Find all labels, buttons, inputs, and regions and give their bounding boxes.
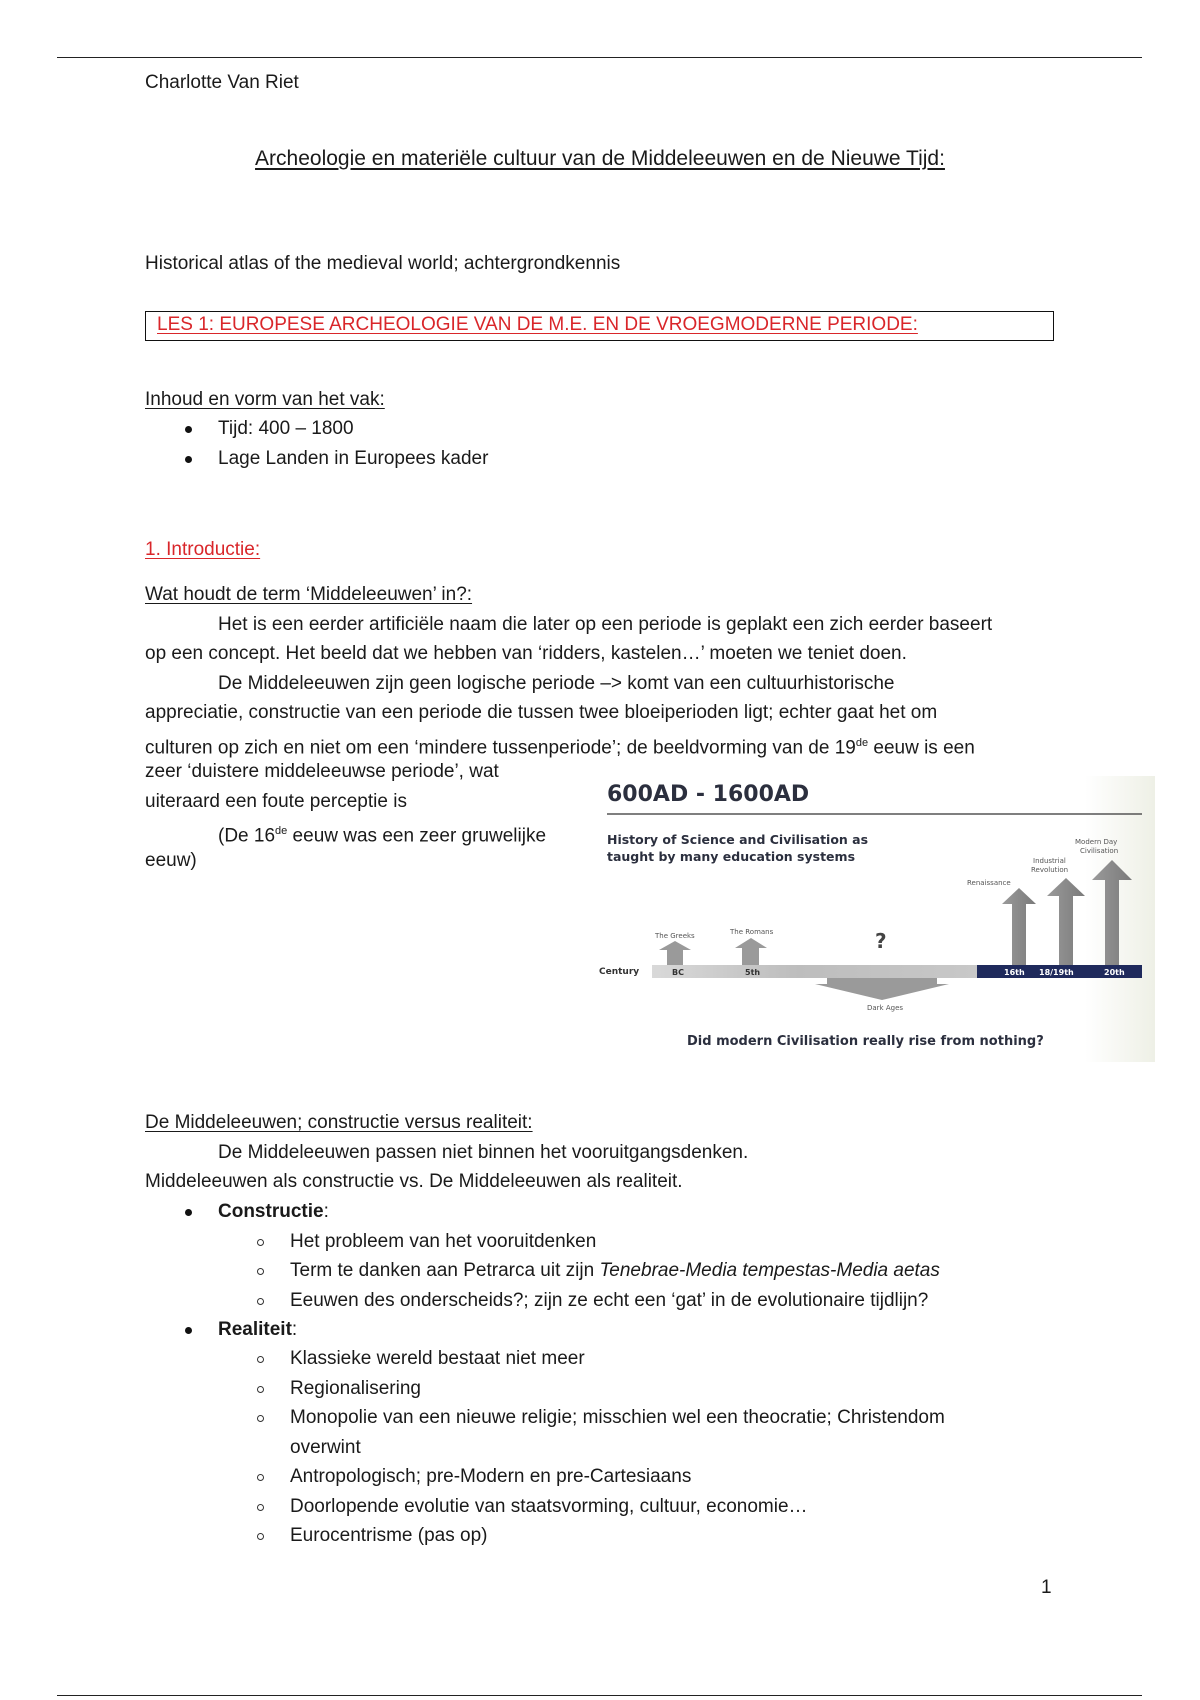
figure-subtitle-line-2: taught by many education systems: [607, 849, 856, 864]
paragraph-line: De Middeleeuwen passen niet binnen het vooruitgangsdenken.: [218, 1142, 749, 1163]
constructie-bullet: Constructie:: [218, 1201, 329, 1222]
constructie-item: Eeuwen des onderscheids?; zijn ze echt een ‘gat’ in de evolutionaire tijdlijn?: [290, 1290, 929, 1311]
lesson-heading: LES 1: EUROPESE ARCHEOLOGIE VAN DE M.E. EN DE VROEGMODERNE PERIODE:: [157, 314, 918, 335]
page-number: 1: [1041, 1577, 1052, 1598]
lesson-heading-box: [145, 311, 1054, 341]
industrial-revolution-arrow: [1047, 878, 1085, 966]
realiteit-item: Regionalisering: [290, 1378, 421, 1399]
romans-arrow: [735, 938, 767, 966]
subheading-middeleeuwen: Wat houdt de term ‘Middeleeuwen’ in?:: [145, 584, 473, 605]
realiteit-bullet: Realiteit:: [218, 1319, 298, 1340]
realiteit-item: Eurocentrisme (pas op): [290, 1525, 488, 1546]
paragraph-line: De Middeleeuwen zijn geen logische periode –> komt van een cultuurhistorische: [218, 673, 895, 694]
realiteit-item: Doorlopende evolutie van staatsvorming, cultuur, economie…: [290, 1496, 808, 1517]
sub-bullet-circle: [257, 1504, 264, 1511]
bullet-dot: [185, 426, 192, 433]
author-name: Charlotte Van Riet: [145, 72, 299, 93]
renaissance-label: Renaissance: [967, 879, 1011, 887]
sub-bullet-circle: [257, 1533, 264, 1540]
sub-bullet-circle: [257, 1356, 264, 1363]
source-note: Historical atlas of the medieval world; achtergrondkennis: [145, 253, 621, 274]
realiteit-item: Antropologisch; pre-Modern en pre-Cartesiaans: [290, 1466, 692, 1487]
realiteit-item: Klassieke wereld bestaat niet meer: [290, 1348, 585, 1369]
footer-rule: [57, 1695, 1142, 1696]
paragraph-line: Middeleeuwen als constructie vs. De Middeleeuwen als realiteit.: [145, 1171, 683, 1192]
sub-bullet-circle: [257, 1268, 264, 1275]
romans-label: The Romans: [730, 928, 774, 936]
timeline-tick-20th: 20th: [1104, 968, 1125, 977]
bullet-dot: [185, 456, 192, 463]
modern-day-arrow: [1092, 860, 1132, 966]
paragraph-line: op een concept. Het beeld dat we hebben van ‘ridders, kastelen…’ moeten we teniet doen.: [145, 643, 907, 664]
greeks-arrow: [659, 941, 691, 966]
figure-subtitle-line-1: History of Science and Civilisation as: [607, 832, 869, 847]
constructie-item: Het probleem van het vooruitdenken: [290, 1231, 597, 1252]
timeline-bar-grey: [652, 965, 977, 978]
industrial-label-1: Industrial: [1033, 857, 1066, 865]
superscript: de: [855, 737, 869, 749]
course-bullet-region: Lage Landen in Europees kader: [218, 448, 489, 469]
course-bullet-time: Tijd: 400 – 1800: [218, 418, 354, 439]
industrial-label-2: Revolution: [1031, 866, 1069, 874]
timeline-graphic: [597, 776, 1155, 1062]
sub-bullet-circle: [257, 1386, 264, 1393]
superscript: de: [275, 825, 288, 837]
sub-bullet-circle: [257, 1415, 264, 1422]
dark-ages-label: Dark Ages: [867, 1004, 904, 1012]
bullet-dot: [185, 1327, 192, 1334]
subheading-constructie-realiteit: De Middeleeuwen; constructie versus realiteit:: [145, 1112, 533, 1133]
modern-label-2: Civilisation: [1080, 847, 1119, 855]
section-heading-introductie: 1. Introductie:: [145, 539, 261, 560]
realiteit-item: Monopolie van een nieuwe religie; misschien wel een theocratie; Christendom: [290, 1407, 945, 1428]
history-timeline-figure: [597, 776, 1155, 1062]
modern-label-1: Modern Day: [1075, 838, 1118, 846]
paragraph-line: culturen op zich en niet om een ‘mindere tussenperiode’; de beeldvorming van de 19de eeuw is een: [145, 737, 975, 759]
timeline-tick-bc: BC: [672, 968, 684, 977]
realiteit-item-continued: overwint: [290, 1437, 361, 1458]
timeline-tick-16th: 16th: [1004, 968, 1025, 977]
paragraph-line: uiteraard een foute perceptie is: [145, 791, 407, 812]
sub-bullet-circle: [257, 1474, 264, 1481]
paragraph-line: (De 16de eeuw was een zeer gruwelijke: [218, 825, 547, 847]
paragraph-line: eeuw): [145, 850, 197, 871]
timeline-tick-5th: 5th: [745, 968, 761, 977]
dark-ages-arrow: [815, 976, 949, 1000]
paragraph-line: zeer ‘duistere middeleeuwse periode’, wat: [145, 761, 499, 782]
paragraph-line: Het is een eerder artificiële naam die later op een periode is geplakt een zich eerder baseert: [218, 614, 993, 635]
timeline-tick-18-19th: 18/19th: [1039, 968, 1074, 977]
document-title: Archeologie en materiële cultuur van de Middeleeuwen en de Nieuwe Tijd:: [255, 147, 945, 170]
sub-bullet-circle: [257, 1239, 264, 1246]
sub-bullet-circle: [257, 1298, 264, 1305]
figure-title: 600AD - 1600AD: [607, 782, 810, 807]
header-rule: [57, 57, 1142, 58]
figure-caption: Did modern Civilisation really rise from nothing?: [687, 1034, 1044, 1049]
renaissance-arrow: [1002, 888, 1036, 966]
constructie-item: Term te danken aan Petrarca uit zijn Tenebrae-Media tempestas-Media aetas: [290, 1260, 940, 1281]
paragraph-line: appreciatie, constructie van een periode die tussen twee bloeiperioden ligt; echter gaat het om: [145, 702, 938, 723]
question-mark: ?: [875, 929, 887, 953]
greeks-label: The Greeks: [655, 932, 695, 940]
century-label: Century: [599, 967, 640, 977]
course-heading: Inhoud en vorm van het vak:: [145, 389, 385, 410]
bullet-dot: [185, 1209, 192, 1216]
